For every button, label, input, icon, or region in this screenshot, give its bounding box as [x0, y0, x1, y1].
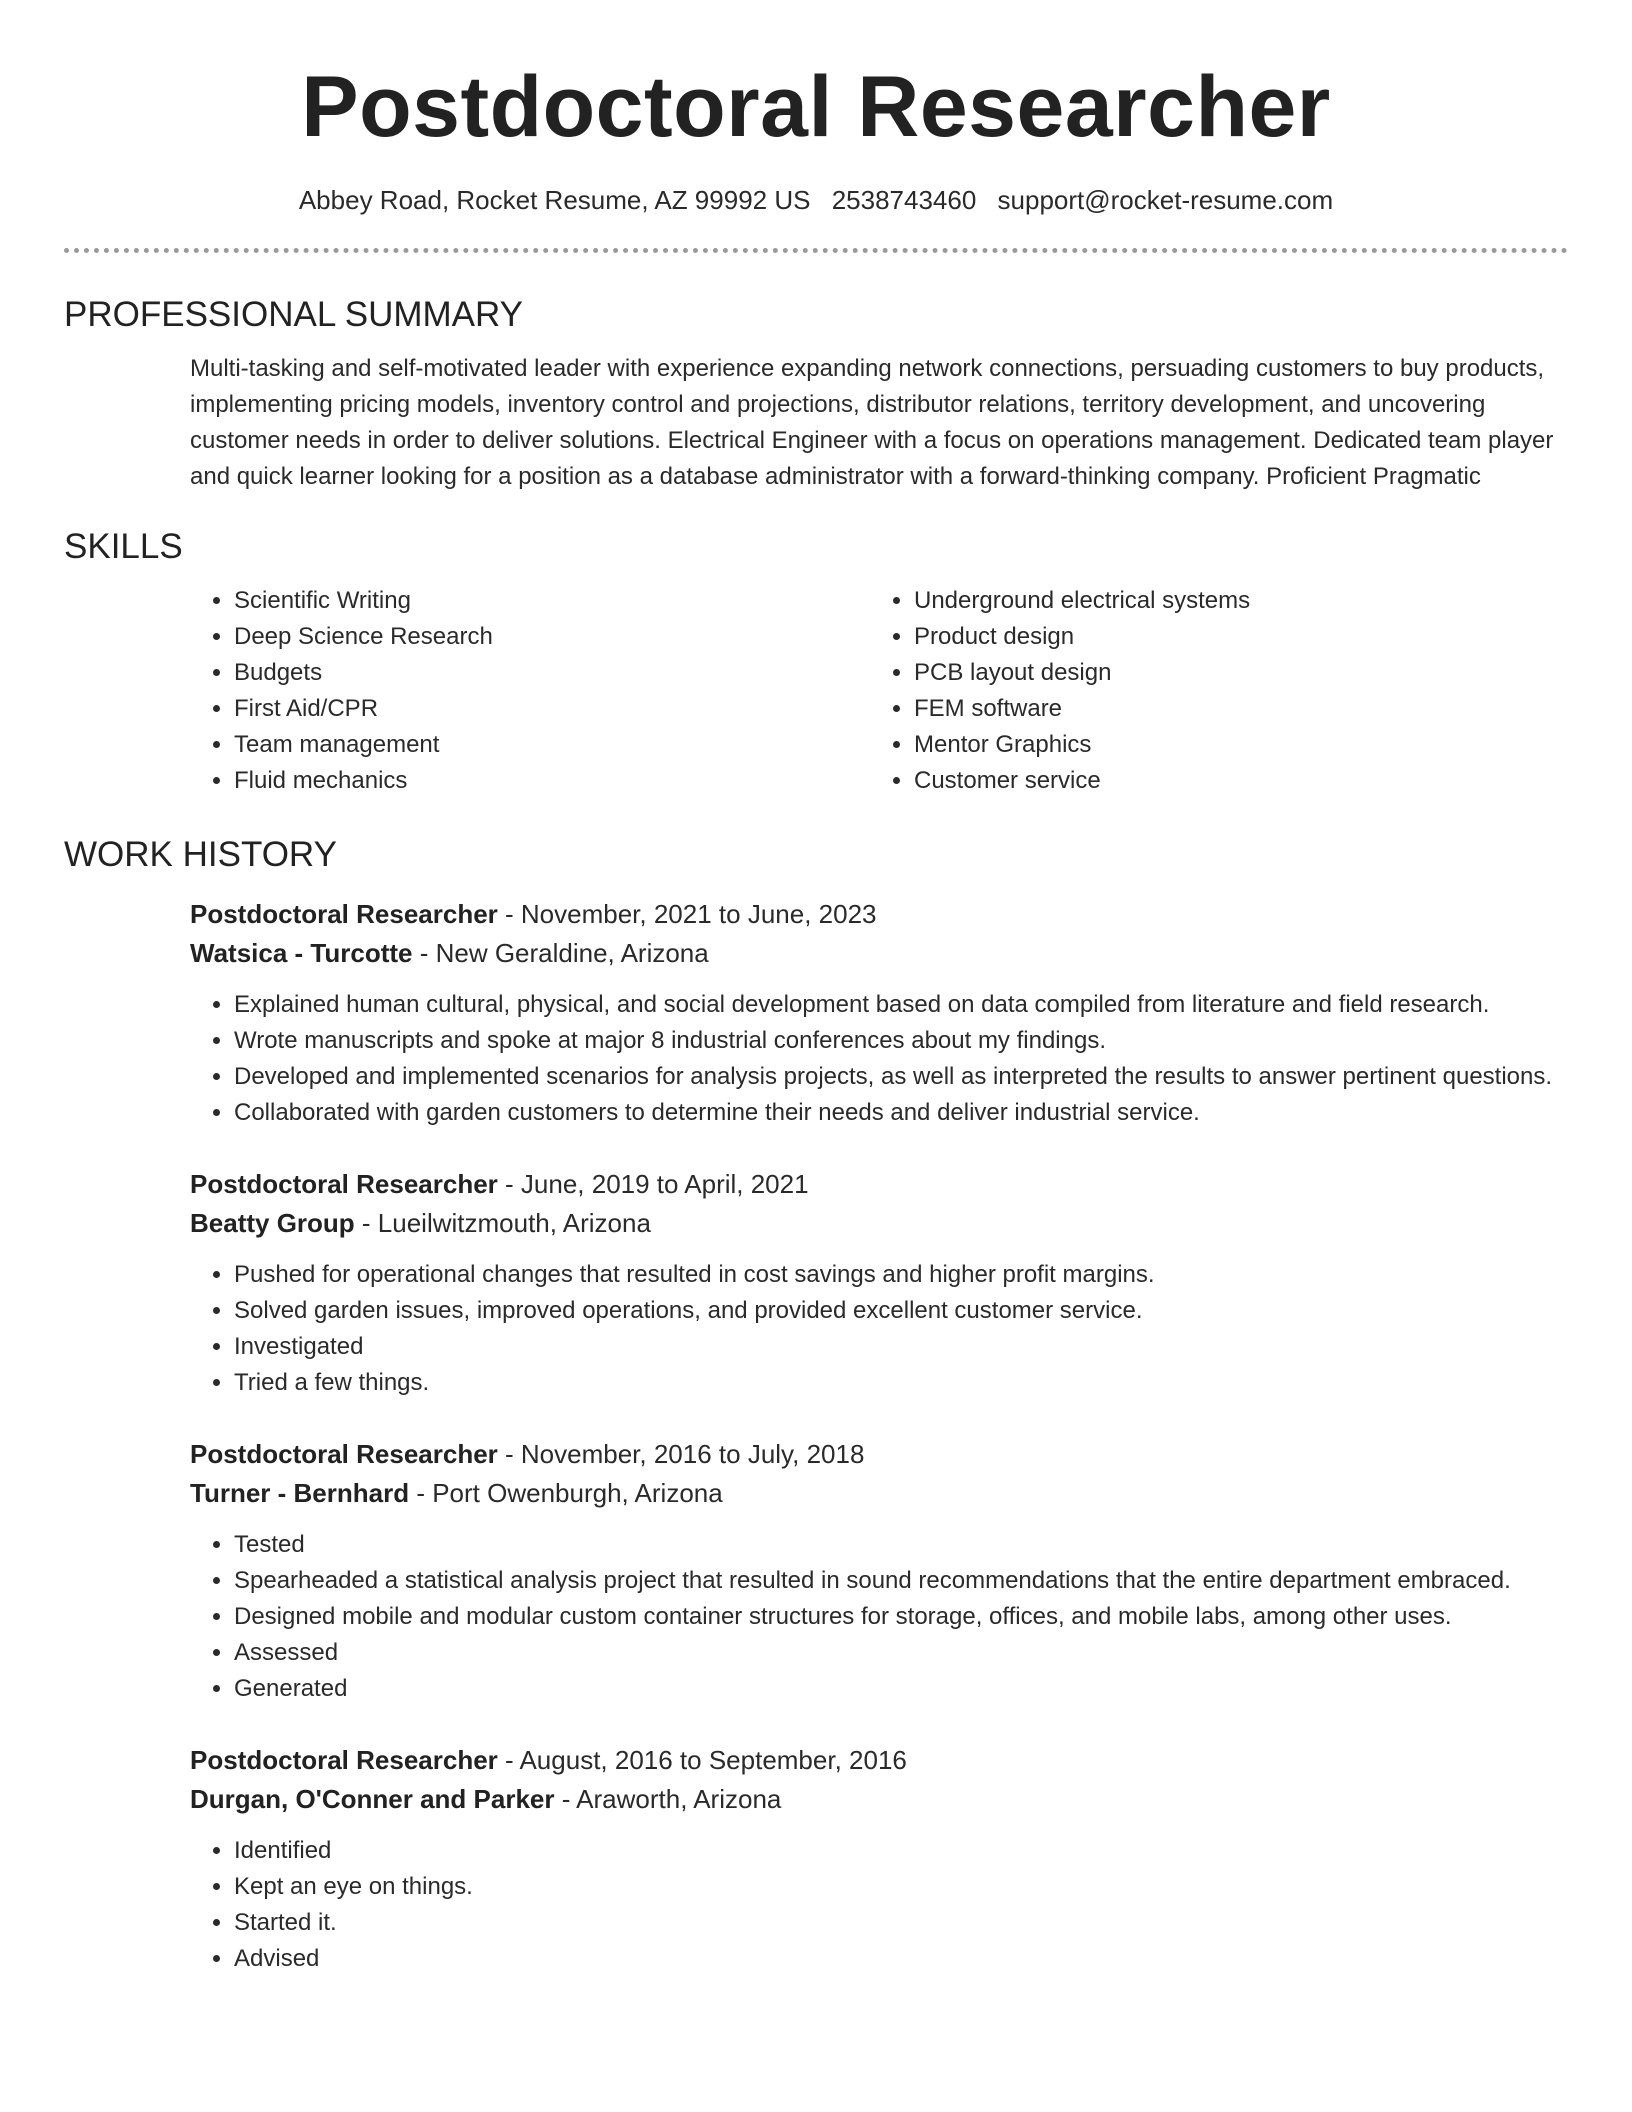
skill-item: • Team management [234, 727, 870, 763]
job-dates: - June, 2019 to April, 2021 [497, 1169, 809, 1199]
job-bullet: • Identified [234, 1833, 1568, 1869]
skills-grid [190, 583, 1568, 799]
job-bullets [190, 1527, 1568, 1707]
job-bullet: • Tried a few things. [234, 1365, 1568, 1401]
candidate-name: Postdoctoral Researcher [301, 59, 1331, 155]
job-bullet: • Kept an eye on things. [234, 1869, 1568, 1905]
job-title-line [190, 1435, 1568, 1474]
job-bullet: • Started it. [234, 1905, 1568, 1941]
skill-item: • Deep Science Research [234, 619, 870, 655]
job-bullet: • Assessed [234, 1635, 1568, 1671]
job-company: Turner - Bernhard [190, 1478, 410, 1508]
summary-section [64, 293, 1568, 495]
skill-item: • FEM software [914, 691, 1550, 727]
job-location: - New Geraldine, Arizona [412, 938, 709, 968]
job-bullet: • Investigated [234, 1329, 1568, 1365]
job-company: Durgan, O'Conner and Parker [190, 1784, 555, 1814]
job-bullets [190, 1833, 1568, 1977]
job-bullet: • Developed and implemented scenarios for analysis projects, as well as interpreted the results to answer pertinent questions. [234, 1059, 1568, 1095]
skill-item: • Product design [914, 619, 1550, 655]
job-entry [190, 1165, 1568, 1401]
job-role: Postdoctoral Researcher [190, 1745, 498, 1775]
job-company-line [190, 1474, 1568, 1513]
contact-phone: 2538743460 [831, 185, 977, 215]
job-bullet: • Generated [234, 1671, 1568, 1707]
job-title-line [190, 1165, 1568, 1204]
job-bullet: • Pushed for operational changes that resulted in cost savings and higher profit margins. [234, 1257, 1568, 1293]
skill-item: • Budgets [234, 655, 870, 691]
skills-list-right [870, 583, 1550, 799]
job-bullet: • Designed mobile and modular custom container structures for storage, offices, and mobile labs, among other uses. [234, 1599, 1568, 1635]
contact-line [64, 182, 1568, 218]
skill-item: • PCB layout design [914, 655, 1550, 691]
job-bullets [190, 1257, 1568, 1401]
skill-item: • Customer service [914, 763, 1550, 799]
job-bullet: • Tested [234, 1527, 1568, 1563]
contact-address: Abbey Road, Rocket Resume, AZ 99992 US [298, 185, 811, 215]
job-bullet: • Explained human cultural, physical, and social development based on data compiled from literature and field research. [234, 987, 1568, 1023]
job-bullet: • Collaborated with garden customers to determine their needs and deliver industrial service. [234, 1095, 1568, 1131]
skill-item: • First Aid/CPR [234, 691, 870, 727]
contact-email[interactable]: support@rocket-resume.com [997, 185, 1334, 215]
summary-title: PROFESSIONAL SUMMARY [64, 295, 523, 334]
job-title-line [190, 895, 1568, 934]
job-dates: - November, 2016 to July, 2018 [497, 1439, 865, 1469]
job-dates: - November, 2021 to June, 2023 [497, 899, 877, 929]
job-bullet: • Solved garden issues, improved operations, and provided excellent customer service. [234, 1293, 1568, 1329]
job-bullet: • Spearheaded a statistical analysis project that resulted in sound recommendations that the entire department embraced. [234, 1563, 1568, 1599]
header-divider [64, 248, 1568, 253]
job-role: Postdoctoral Researcher [190, 1439, 498, 1469]
skill-item: • Mentor Graphics [914, 727, 1550, 763]
job-entry [190, 895, 1568, 1131]
skills-list-left [190, 583, 870, 799]
skills-title: SKILLS [64, 527, 183, 566]
work-history-title: WORK HISTORY [64, 835, 337, 874]
work-history-list [190, 895, 1568, 1977]
job-company-line [190, 1204, 1568, 1243]
job-company: Watsica - Turcotte [190, 938, 413, 968]
job-entry [190, 1435, 1568, 1707]
resume-header [64, 0, 1568, 218]
skill-item: • Underground electrical systems [914, 583, 1550, 619]
job-location: - Lueilwitzmouth, Arizona [354, 1208, 651, 1238]
job-title-line [190, 1741, 1568, 1780]
job-dates: - August, 2016 to September, 2016 [497, 1745, 907, 1775]
skills-section [64, 525, 1568, 799]
job-location: - Port Owenburgh, Arizona [409, 1478, 723, 1508]
job-bullet: • Advised [234, 1941, 1568, 1977]
work-history-section [64, 833, 1568, 1977]
job-company-line [190, 1780, 1568, 1819]
job-role: Postdoctoral Researcher [190, 1169, 498, 1199]
skill-item: • Fluid mechanics [234, 763, 870, 799]
job-role: Postdoctoral Researcher [190, 899, 498, 929]
job-location: - Araworth, Arizona [554, 1784, 782, 1814]
job-bullet: • Wrote manuscripts and spoke at major 8 industrial conferences about my findings. [234, 1023, 1568, 1059]
job-entry [190, 1741, 1568, 1977]
job-bullets [190, 987, 1568, 1131]
job-company: Beatty Group [190, 1208, 355, 1238]
skill-item: • Scientific Writing [234, 583, 870, 619]
summary-text: Multi-tasking and self-motivated leader with experience expanding network connections, persuading customers to buy products, implementing pricing models, inventory control and projections, distributor relations, territory development, and uncovering customer needs in order to deliver solutions. Electrical Engineer with a focus on operations management. Dedicated team player and quick learner looking for a position as a database administrator with a forward-thinking company. Proficient Pragmatic [190, 355, 1554, 490]
job-company-line [190, 934, 1568, 973]
